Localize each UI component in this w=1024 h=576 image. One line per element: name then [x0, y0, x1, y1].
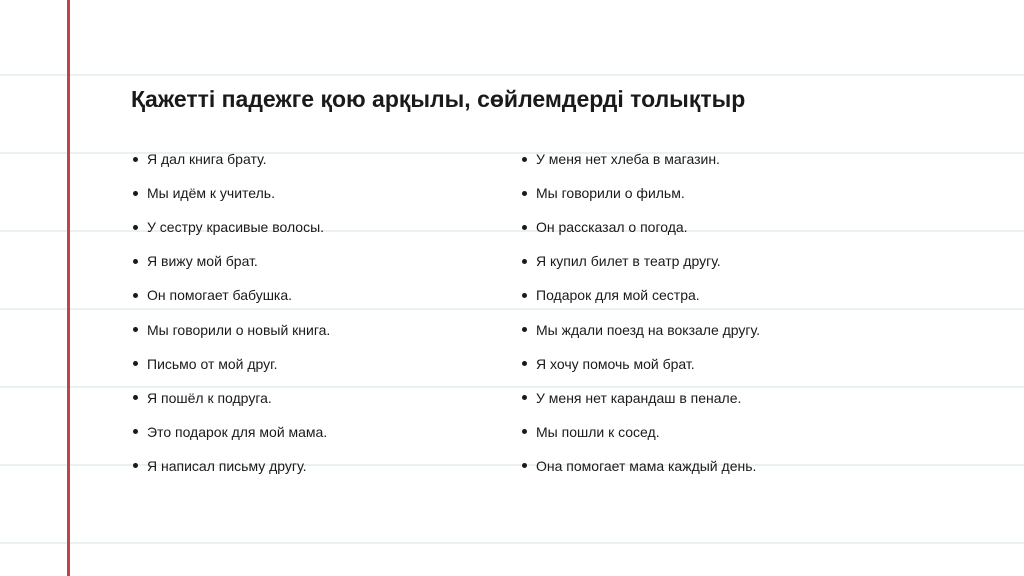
- sentence-text: Я написал письму другу.: [147, 457, 307, 474]
- bullet-icon: [133, 293, 138, 298]
- bullet-icon: [522, 361, 527, 366]
- bullet-icon: [133, 361, 138, 366]
- page-title: Қажетті падежге қою арқылы, сөйлемдерді толықтыр: [131, 86, 746, 112]
- bullet-icon: [133, 225, 138, 230]
- sentence-list-left: [133, 142, 330, 483]
- list-item: [522, 449, 760, 483]
- sentence-text: Я купил билет в театр другу.: [536, 253, 721, 270]
- bullet-icon: [133, 191, 138, 196]
- bullet-icon: [522, 429, 527, 434]
- sentence-text: Мы говорили о фильм.: [536, 185, 685, 202]
- list-item: [133, 142, 330, 176]
- sentence-text: Я пошёл к подруга.: [147, 389, 272, 406]
- list-item: [522, 381, 760, 415]
- red-margin-line: [67, 0, 70, 576]
- list-item: [133, 244, 330, 278]
- sentence-text: Подарок для мой сестра.: [536, 287, 700, 304]
- list-item: [522, 278, 760, 312]
- bullet-icon: [522, 395, 527, 400]
- list-item: [522, 210, 760, 244]
- sentence-text: Письмо от мой друг.: [147, 355, 278, 372]
- list-item: [522, 347, 760, 381]
- bullet-icon: [133, 429, 138, 434]
- bullet-icon: [522, 225, 527, 230]
- bullet-icon: [522, 463, 527, 468]
- list-item: [522, 415, 760, 449]
- sentence-text: Он рассказал о погода.: [536, 219, 688, 236]
- bullet-icon: [522, 157, 527, 162]
- sentence-text: Мы говорили о новый книга.: [147, 321, 331, 338]
- list-item: [522, 312, 760, 346]
- list-item: [133, 415, 330, 449]
- list-item: [522, 142, 760, 176]
- list-item: [522, 176, 760, 210]
- sentence-text: Я дал книга брату.: [147, 151, 267, 168]
- sentence-text: У сестру красивые волосы.: [147, 219, 325, 236]
- list-item: [133, 176, 330, 210]
- sentence-text: У меня нет хлеба в магазин.: [536, 151, 720, 168]
- list-item: [133, 278, 330, 312]
- sentence-text: Он помогает бабушка.: [147, 287, 293, 304]
- bullet-icon: [522, 327, 527, 332]
- bullet-icon: [133, 463, 138, 468]
- sentence-text: Мы ждали поезд на вокзале другу.: [536, 321, 761, 338]
- list-item: [133, 449, 330, 483]
- sentence-list-right: [522, 142, 760, 483]
- bullet-icon: [133, 395, 138, 400]
- list-item: [133, 347, 330, 381]
- bullet-icon: [133, 259, 138, 264]
- sentence-text: Я вижу мой брат.: [147, 253, 258, 270]
- bullet-icon: [522, 259, 527, 264]
- sentence-text: У меня нет карандаш в пенале.: [536, 389, 742, 406]
- sentence-text: Она помогает мама каждый день.: [536, 457, 757, 474]
- sentence-text: Мы пошли к сосед.: [536, 423, 660, 440]
- bullet-icon: [133, 327, 138, 332]
- bullet-icon: [133, 157, 138, 162]
- list-item: [522, 244, 760, 278]
- sentence-text: Это подарок для мой мама.: [147, 423, 328, 440]
- list-item: [133, 381, 330, 415]
- list-item: [133, 312, 330, 346]
- bullet-icon: [522, 293, 527, 298]
- sentence-text: Я хочу помочь мой брат.: [536, 355, 695, 372]
- bullet-icon: [522, 191, 527, 196]
- sentence-text: Мы идём к учитель.: [147, 185, 275, 202]
- list-item: [133, 210, 330, 244]
